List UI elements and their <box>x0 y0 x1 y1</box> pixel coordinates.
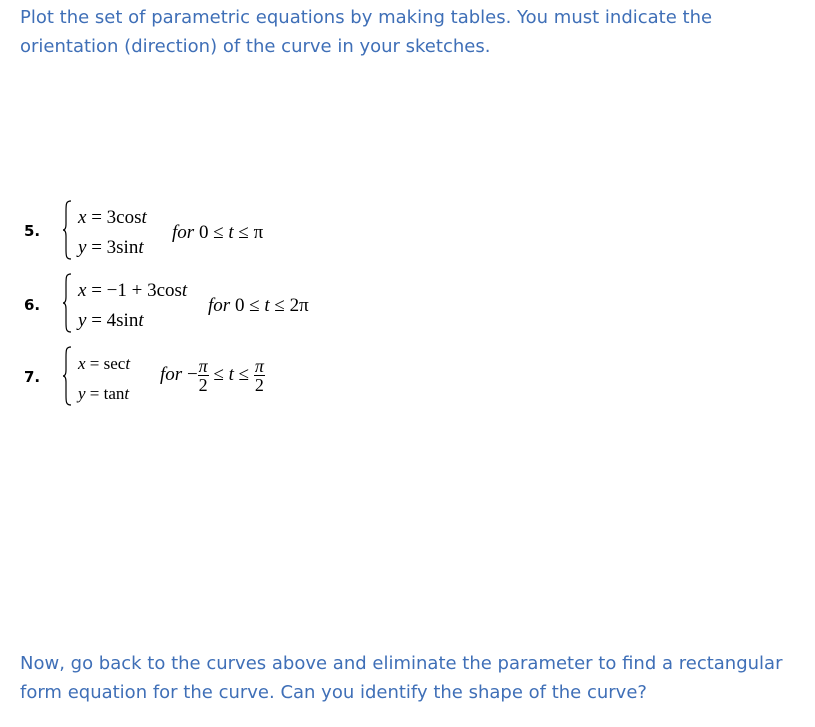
equation-y: y = 3sint <box>78 237 144 258</box>
equation-x: x = 3cost <box>78 207 147 228</box>
parameter-interval: for 0 ≤ t ≤ 2π <box>208 295 309 316</box>
equation-x: x = −1 + 3cost <box>78 280 188 301</box>
instructions-outro: Now, go back to the curves above and eliminate the parameter to find a rectangular form equation for the curve. Can you identify the shape of the curve? <box>20 653 783 703</box>
left-brace-icon <box>62 345 72 407</box>
equation-y: y = tant <box>78 384 130 403</box>
left-brace-icon <box>62 272 72 334</box>
problem-number: 6. <box>24 296 41 314</box>
equation-y: y = 4sint <box>78 310 144 331</box>
problem-number: 7. <box>24 368 41 386</box>
equation-x: x = sect <box>78 354 131 373</box>
instructions-intro: Plot the set of parametric equations by making tables. You must indicate the orientation (direction) of the curve in your sketches. <box>20 7 713 57</box>
problem-number: 5. <box>24 222 41 240</box>
fraction-pi-over-2: $\frac{\pi}{2}$ <box>254 356 264 395</box>
fraction-pi-over-2: $\frac{\pi}{2}$ <box>198 356 208 395</box>
parameter-interval: for 0 ≤ t ≤ π <box>172 222 264 243</box>
parameter-interval: for − $\frac{\pi}{2}$ ≤ t ≤ $\frac{\pi}{2}$ <box>160 356 264 395</box>
left-brace-icon <box>62 199 72 261</box>
